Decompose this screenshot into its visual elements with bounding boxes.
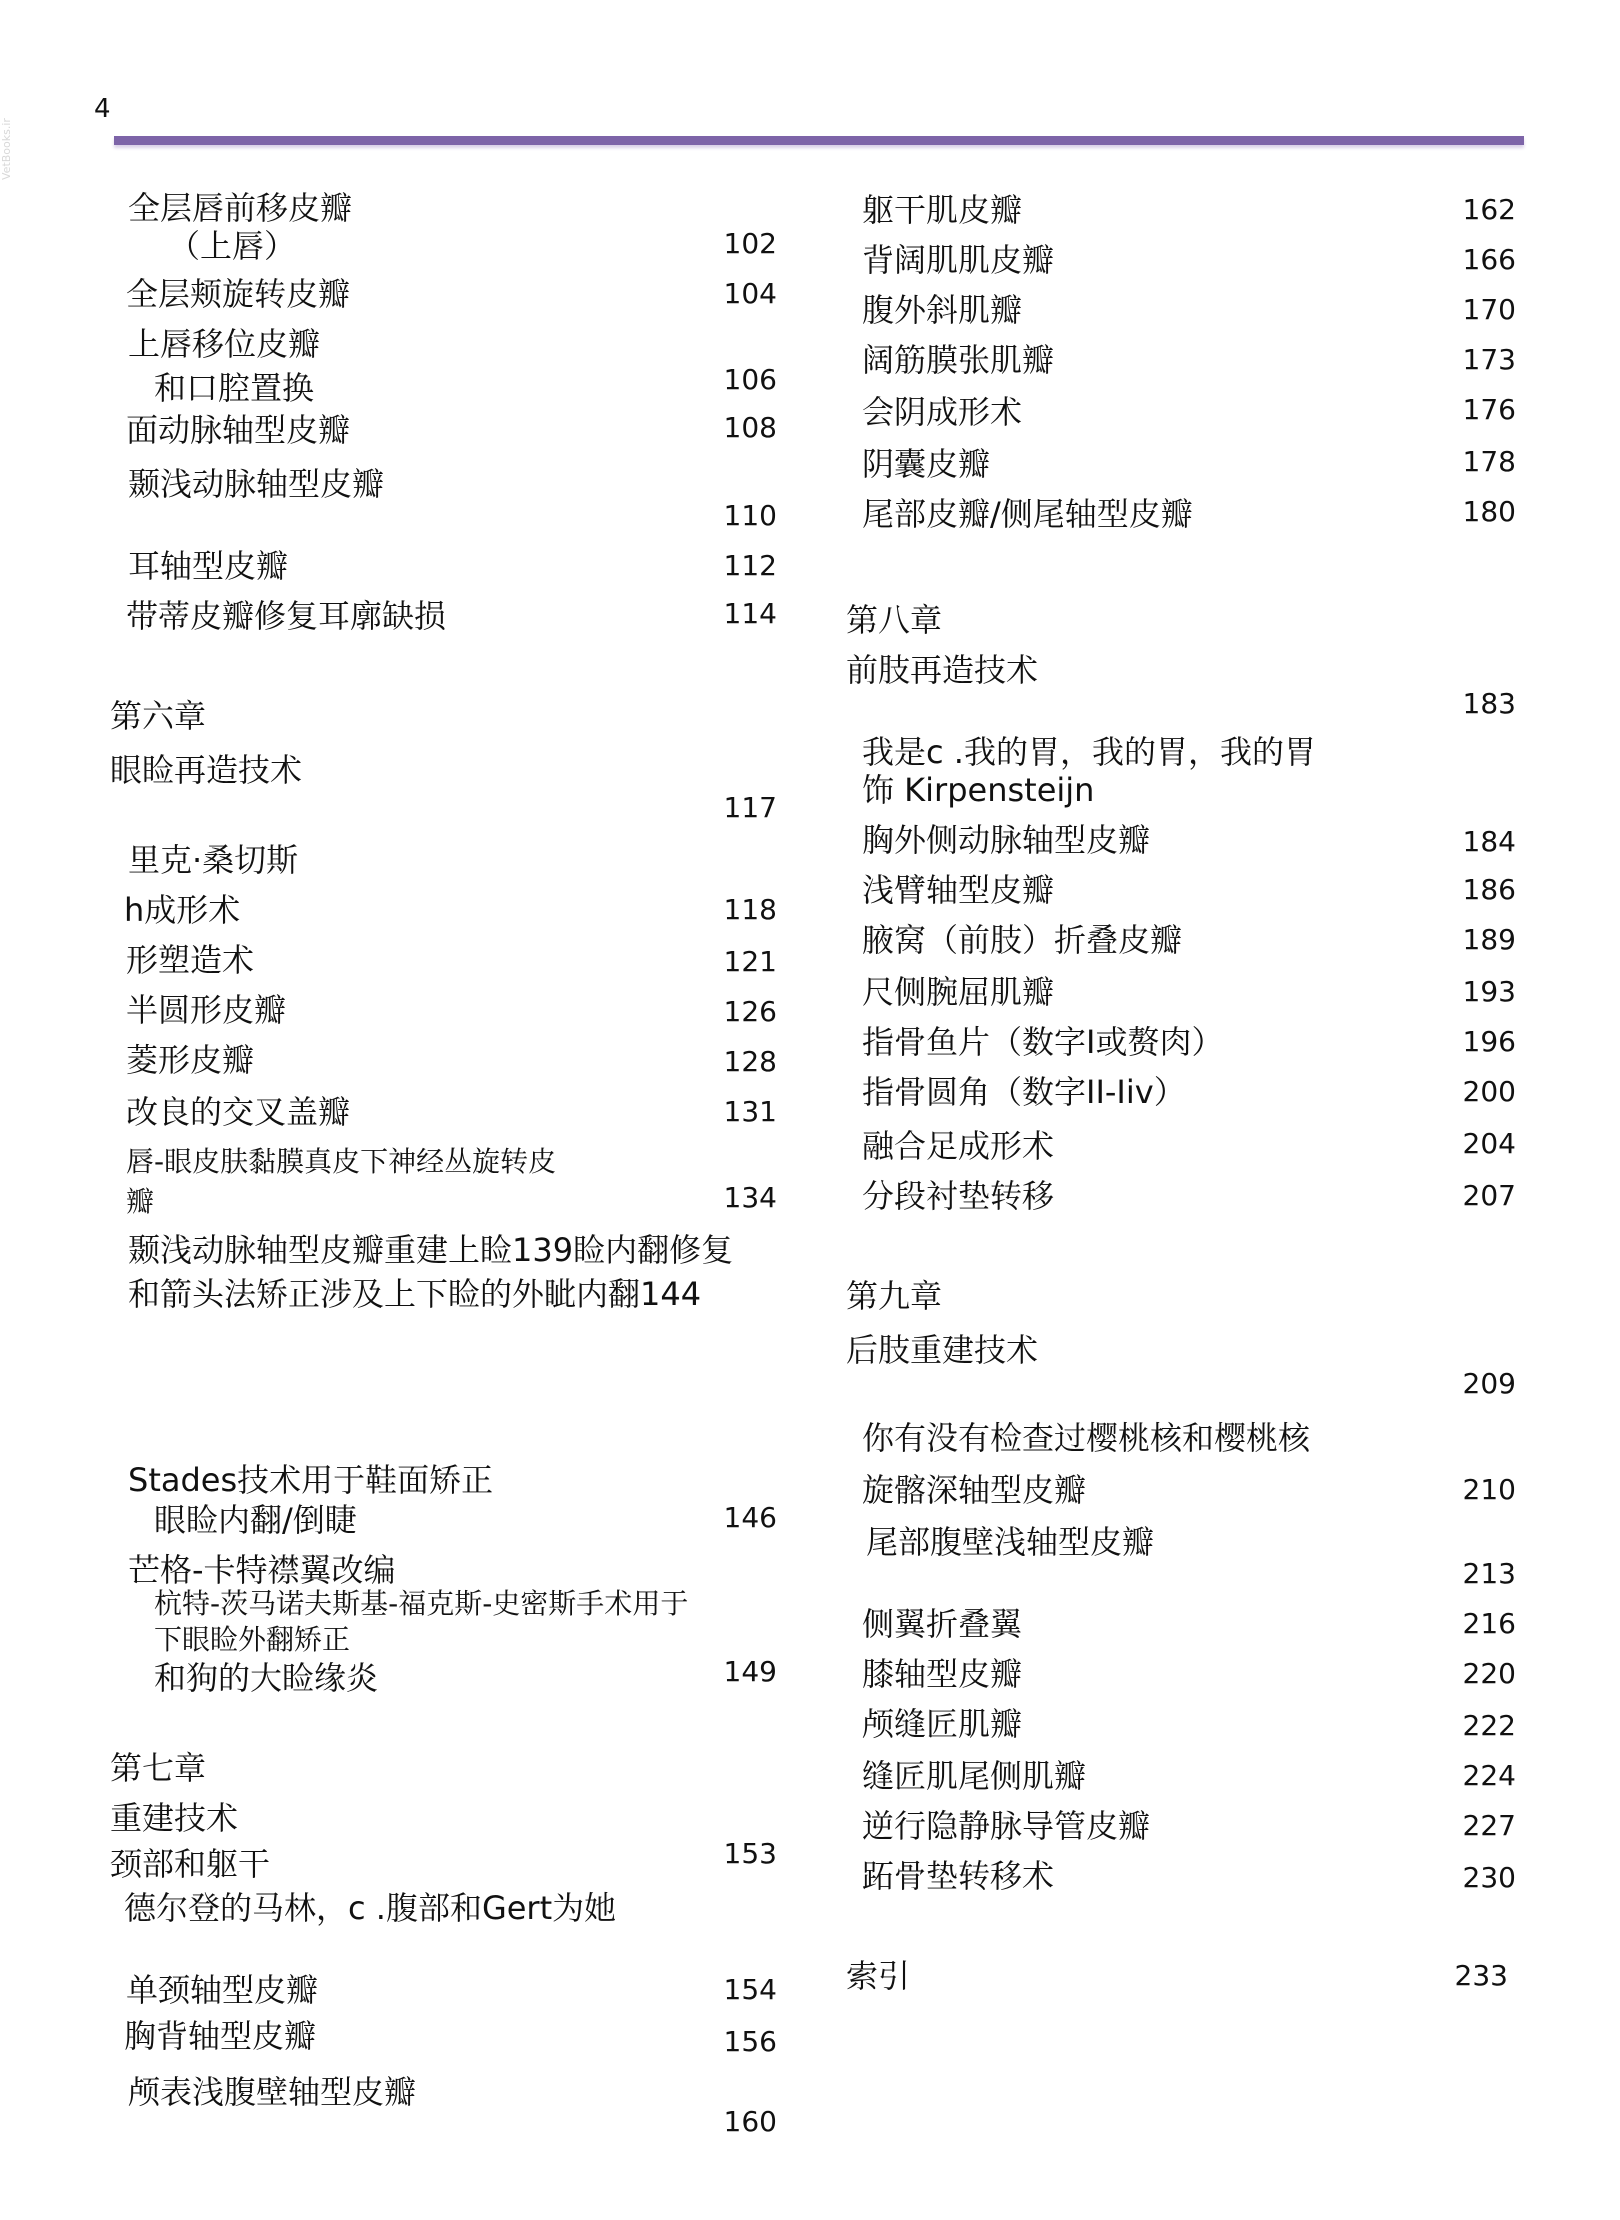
- toc-entry-title: 半圆形皮瓣: [126, 991, 287, 1029]
- toc-entry-title: 阴囊皮瓣: [862, 445, 991, 483]
- toc-entry-title: 唇-眼皮肤黏膜真皮下神经丛旋转皮: [126, 1145, 557, 1178]
- toc-entry-title: 尺侧腕屈肌瓣: [862, 973, 1055, 1011]
- chapter-page: 117: [723, 791, 777, 824]
- toc-entry-title: 缝匠肌尾侧肌瓣: [862, 1757, 1087, 1795]
- chapter-page: 183: [1462, 687, 1516, 720]
- toc-entry-title: 颅表浅腹壁轴型皮瓣: [128, 2073, 417, 2111]
- toc-entry-page: 114: [723, 597, 777, 630]
- toc-entry-title: 带蒂皮瓣修复耳廓缺损: [126, 597, 447, 635]
- toc-entry-title: 尾部腹壁浅轴型皮瓣: [866, 1523, 1155, 1561]
- toc-entry-title: 和口腔置换: [154, 369, 315, 407]
- chapter-title: 前肢再造技术: [846, 651, 1039, 689]
- toc-entry-page: 108: [723, 411, 777, 444]
- toc-entry-title: 眼睑内翻/倒睫: [154, 1501, 357, 1539]
- chapter-label: 第七章: [110, 1749, 207, 1787]
- toc-entry-page: 134: [723, 1181, 777, 1214]
- chapter-title: 重建技术: [110, 1799, 239, 1837]
- toc-entry-title: 和箭头法矫正涉及上下睑的外眦内翻144: [128, 1275, 702, 1313]
- toc-entry-title: 芒格-卡特襟翼改编: [128, 1551, 396, 1589]
- toc-entry-title: 全层唇前移皮瓣: [128, 189, 353, 227]
- toc-entry-page: 220: [1462, 1657, 1516, 1690]
- toc-entry-title: 颞浅动脉轴型皮瓣: [128, 465, 385, 503]
- toc-entry-title: 下眼睑外翻矫正: [154, 1623, 351, 1656]
- toc-entry-page: 104: [723, 277, 777, 310]
- toc-entry-title: 指骨鱼片（数字I或赘肉）: [862, 1023, 1224, 1061]
- toc-entry-title: 腹外斜肌瓣: [862, 291, 1023, 329]
- toc-entry-title: h成形术: [124, 891, 241, 929]
- toc-entry-title: 背阔肌肌皮瓣: [862, 241, 1055, 279]
- toc-entry-page: 196: [1462, 1025, 1516, 1058]
- toc-entry-page: 176: [1462, 393, 1516, 426]
- chapter-label: 第八章: [846, 601, 943, 639]
- chapter-subtitle: 颈部和躯干: [110, 1845, 271, 1883]
- toc-entry-page: 166: [1462, 243, 1516, 276]
- toc-entry-page: 162: [1462, 193, 1516, 226]
- toc-entry-page: 121: [723, 945, 777, 978]
- toc-entry-title: 胸背轴型皮瓣: [124, 2017, 317, 2055]
- toc-entry-title: 尾部皮瓣/侧尾轴型皮瓣: [862, 495, 1193, 533]
- toc-entry-page: 170: [1462, 293, 1516, 326]
- index-title: 索引: [846, 1957, 911, 1995]
- toc-entry-title: 形塑造术: [126, 941, 255, 979]
- toc-entry-title: 分段衬垫转移: [862, 1177, 1055, 1215]
- page-number: 4: [94, 94, 111, 124]
- toc-entry-page: 102: [723, 227, 777, 260]
- toc-entry-page: 112: [723, 549, 777, 582]
- chapter-title: 后肢重建技术: [846, 1331, 1039, 1369]
- toc-entry-title: 和狗的大睑缘炎: [154, 1659, 379, 1697]
- toc-entry-title: 颞浅动脉轴型皮瓣重建上睑139睑内翻修复: [128, 1231, 734, 1269]
- toc-entry-title: 饰 Kirpensteijn: [862, 771, 1095, 809]
- toc-entry-title: 跖骨垫转移术: [862, 1857, 1055, 1895]
- toc-entry-title: 改良的交叉盖瓣: [126, 1093, 351, 1131]
- chapter-page: 153: [723, 1837, 777, 1870]
- toc-entry-title: 阔筋膜张肌瓣: [862, 341, 1055, 379]
- toc-entry-page: 154: [723, 1973, 777, 2006]
- toc-entry-title: 单颈轴型皮瓣: [126, 1971, 319, 2009]
- toc-entry-page: 149: [723, 1655, 777, 1688]
- toc-entry-title: 耳轴型皮瓣: [128, 547, 289, 585]
- index-page: 233: [1454, 1959, 1508, 1992]
- toc-entry-title: 侧翼折叠翼: [862, 1605, 1023, 1643]
- toc-entry-page: 200: [1462, 1075, 1516, 1108]
- toc-entry-title: 杭特-茨马诺夫斯基-福克斯-史密斯手术用于: [154, 1587, 689, 1620]
- toc-entry-title: 面动脉轴型皮瓣: [126, 411, 351, 449]
- toc-entry-title: 上唇移位皮瓣: [128, 325, 321, 363]
- toc-entry-page: 160: [723, 2105, 777, 2138]
- toc-entry-page: 216: [1462, 1607, 1516, 1640]
- toc-entry-page: 118: [723, 893, 777, 926]
- toc-entry-page: 230: [1462, 1861, 1516, 1894]
- watermark: VetBooks.ir: [0, 118, 13, 180]
- toc-entry-page: 210: [1462, 1473, 1516, 1506]
- toc-entry-page: 106: [723, 363, 777, 396]
- toc-entry-title: 你有没有检查过樱桃核和樱桃核: [862, 1419, 1311, 1457]
- toc-entry-title: 瓣: [126, 1185, 155, 1218]
- toc-entry-page: 128: [723, 1045, 777, 1078]
- toc-entry-title: 旋髂深轴型皮瓣: [862, 1471, 1087, 1509]
- toc-entry-title: 菱形皮瓣: [126, 1041, 255, 1079]
- toc-entry-page: 131: [723, 1095, 777, 1128]
- toc-entry-page: 193: [1462, 975, 1516, 1008]
- header-rule: [114, 136, 1524, 145]
- toc-entry-page: 204: [1462, 1127, 1516, 1160]
- toc-entry-page: 173: [1462, 343, 1516, 376]
- toc-entry-page: 222: [1462, 1709, 1516, 1742]
- toc-entry-page: 224: [1462, 1759, 1516, 1792]
- toc-entry-title: 胸外侧动脉轴型皮瓣: [862, 821, 1151, 859]
- toc-entry-page: 156: [723, 2025, 777, 2058]
- toc-entry-page: 213: [1462, 1557, 1516, 1590]
- toc-entry-page: 178: [1462, 445, 1516, 478]
- chapter-title: 眼睑再造技术: [110, 751, 303, 789]
- toc-entry-page: 207: [1462, 1179, 1516, 1212]
- toc-entry-page: 227: [1462, 1809, 1516, 1842]
- toc-entry-page: 110: [723, 499, 777, 532]
- toc-entry-title: 躯干肌皮瓣: [862, 191, 1023, 229]
- toc-entry-title: 指骨圆角（数字II-Iiv）: [862, 1073, 1186, 1111]
- chapter-page: 209: [1462, 1367, 1516, 1400]
- toc-entry-page: 126: [723, 995, 777, 1028]
- toc-entry-page: 184: [1462, 825, 1516, 858]
- toc-entry-title: 会阴成形术: [862, 393, 1023, 431]
- toc-entry-page: 189: [1462, 923, 1516, 956]
- toc-entry-title: Stades技术用于鞋面矫正: [128, 1461, 494, 1499]
- toc-entry-title: 里克·桑切斯: [128, 841, 299, 879]
- toc-entry-title: 我是c .我的胃，我的胃，我的胃: [862, 733, 1316, 771]
- toc-entry-title: 全层颊旋转皮瓣: [126, 275, 351, 313]
- toc-entry-title: 腋窝（前肢）折叠皮瓣: [862, 921, 1183, 959]
- toc-entry-title: 融合足成形术: [862, 1127, 1055, 1165]
- toc-entry-page: 180: [1462, 495, 1516, 528]
- toc-entry-title: 浅臂轴型皮瓣: [862, 871, 1055, 909]
- toc-entry-title: 膝轴型皮瓣: [862, 1655, 1023, 1693]
- toc-entry-title: （上唇）: [168, 227, 297, 265]
- toc-entry-title: 德尔登的马林，c .腹部和Gert为她: [124, 1889, 617, 1927]
- chapter-label: 第六章: [110, 697, 207, 735]
- toc-entry-page: 186: [1462, 873, 1516, 906]
- toc-entry-page: 146: [723, 1501, 777, 1534]
- toc-entry-title: 逆行隐静脉导管皮瓣: [862, 1807, 1151, 1845]
- chapter-label: 第九章: [846, 1277, 943, 1315]
- toc-entry-title: 颅缝匠肌瓣: [862, 1705, 1023, 1743]
